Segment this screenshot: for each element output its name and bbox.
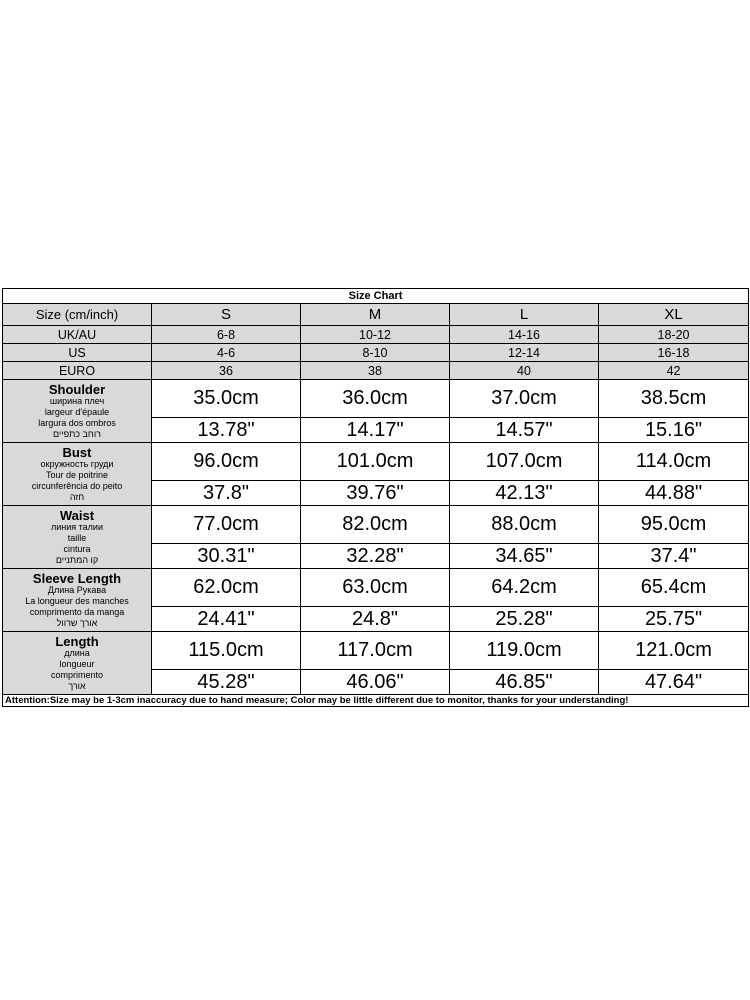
translation-pt: comprimento da manga (29, 606, 125, 617)
translation-he: אורך שרוול (56, 617, 98, 628)
measurement-row-waist-cm (3, 506, 749, 544)
translation-fr: taille (67, 532, 87, 543)
conversion-value: 8-10 (301, 344, 450, 362)
conversion-row-uk-au (3, 326, 749, 344)
translation-ru: Длина Рукава (47, 584, 107, 595)
value-inch: 13.78" (152, 418, 301, 443)
translation-pt: largura dos ombros (38, 417, 116, 428)
value-cm: 65.4cm (599, 569, 749, 607)
conversion-value: 38 (301, 362, 450, 380)
size-header-row (3, 304, 749, 326)
value-inch: 14.57" (450, 418, 599, 443)
value-inch: 37.4" (599, 544, 749, 569)
size-header-l: L (450, 304, 599, 326)
value-inch: 30.31" (152, 544, 301, 569)
measurement-name: Bust (62, 444, 92, 460)
translation-pt: comprimento (50, 669, 104, 680)
translation-he: קו המתניים (55, 554, 99, 565)
size-header-s: S (152, 304, 301, 326)
value-cm: 96.0cm (152, 443, 301, 481)
translation-fr: largeur d'épaule (44, 406, 110, 417)
note-row (3, 695, 749, 707)
value-inch: 45.28" (152, 670, 301, 695)
conversion-label: EURO (3, 362, 152, 380)
measurement-label-sleeve-length (3, 569, 152, 632)
size-header-m: M (301, 304, 450, 326)
value-cm: 114.0cm (599, 443, 749, 481)
value-cm: 119.0cm (450, 632, 599, 670)
value-inch: 32.28" (301, 544, 450, 569)
value-cm: 121.0cm (599, 632, 749, 670)
conversion-value: 18-20 (599, 326, 749, 344)
value-cm: 101.0cm (301, 443, 450, 481)
measurement-name: Sleeve Length (32, 570, 122, 586)
measurement-name: Shoulder (48, 381, 106, 397)
value-cm: 117.0cm (301, 632, 450, 670)
value-inch: 34.65" (450, 544, 599, 569)
measurement-label-length (3, 632, 152, 695)
size-chart-body (3, 289, 749, 707)
conversion-value: 40 (450, 362, 599, 380)
translation-he: רוחב כתפיים (53, 428, 101, 439)
translation-pt: cintura (63, 543, 91, 554)
size-header-label: Size (cm/inch) (3, 304, 152, 326)
conversion-row-euro (3, 362, 749, 380)
conversion-row-us (3, 344, 749, 362)
translation-pt: circunferência do peito (31, 480, 123, 491)
measurement-name: Length (55, 633, 99, 649)
value-cm: 63.0cm (301, 569, 450, 607)
value-inch: 25.28" (450, 607, 599, 632)
measurement-label-waist (3, 506, 152, 569)
value-cm: 88.0cm (450, 506, 599, 544)
conversion-value: 10-12 (301, 326, 450, 344)
conversion-label: US (3, 344, 152, 362)
title-row (3, 289, 749, 304)
conversion-value: 16-18 (599, 344, 749, 362)
value-inch: 25.75" (599, 607, 749, 632)
value-inch: 14.17" (301, 418, 450, 443)
measurement-row-sleeve-length-cm (3, 569, 749, 607)
attention-note: Attention:Size may be 1-3cm inaccuracy due to hand measure; Color may be little different due to monitor, thanks for your understanding! (3, 695, 749, 707)
size-header-xl: XL (599, 304, 749, 326)
translation-ru: ширина плеч (49, 395, 105, 406)
value-cm: 36.0cm (301, 380, 450, 418)
value-inch: 44.88" (599, 481, 749, 506)
translation-ru: линия талии (51, 521, 103, 532)
measurement-row-shoulder-cm (3, 380, 749, 418)
value-inch: 15.16" (599, 418, 749, 443)
value-inch: 39.76" (301, 481, 450, 506)
chart-title: Size Chart (3, 289, 749, 304)
conversion-value: 12-14 (450, 344, 599, 362)
value-cm: 38.5cm (599, 380, 749, 418)
conversion-label: UK/AU (3, 326, 152, 344)
value-cm: 82.0cm (301, 506, 450, 544)
value-cm: 95.0cm (599, 506, 749, 544)
measurement-label-bust (3, 443, 152, 506)
translation-fr: Tour de poitrine (45, 469, 109, 480)
value-inch: 47.64" (599, 670, 749, 695)
measurement-row-bust-cm (3, 443, 749, 481)
value-cm: 62.0cm (152, 569, 301, 607)
measurement-row-length-cm (3, 632, 749, 670)
translation-ru: окружность груди (40, 458, 114, 469)
value-cm: 35.0cm (152, 380, 301, 418)
size-chart-table (2, 288, 749, 707)
value-cm: 115.0cm (152, 632, 301, 670)
value-inch: 46.06" (301, 670, 450, 695)
conversion-value: 4-6 (152, 344, 301, 362)
conversion-value: 42 (599, 362, 749, 380)
value-cm: 64.2cm (450, 569, 599, 607)
value-inch: 24.41" (152, 607, 301, 632)
translation-he: חזה (69, 491, 85, 502)
conversion-value: 36 (152, 362, 301, 380)
value-inch: 42.13" (450, 481, 599, 506)
value-cm: 37.0cm (450, 380, 599, 418)
value-cm: 77.0cm (152, 506, 301, 544)
conversion-value: 14-16 (450, 326, 599, 344)
translation-fr: longueur (59, 658, 95, 669)
value-inch: 37.8" (152, 481, 301, 506)
translation-fr: La longueur des manches (25, 595, 129, 606)
measurement-label-shoulder (3, 380, 152, 443)
value-cm: 107.0cm (450, 443, 599, 481)
value-inch: 24.8" (301, 607, 450, 632)
translation-he: אורך (68, 680, 86, 691)
measurement-name: Waist (59, 507, 95, 523)
translation-ru: длина (64, 647, 90, 658)
conversion-value: 6-8 (152, 326, 301, 344)
value-inch: 46.85" (450, 670, 599, 695)
